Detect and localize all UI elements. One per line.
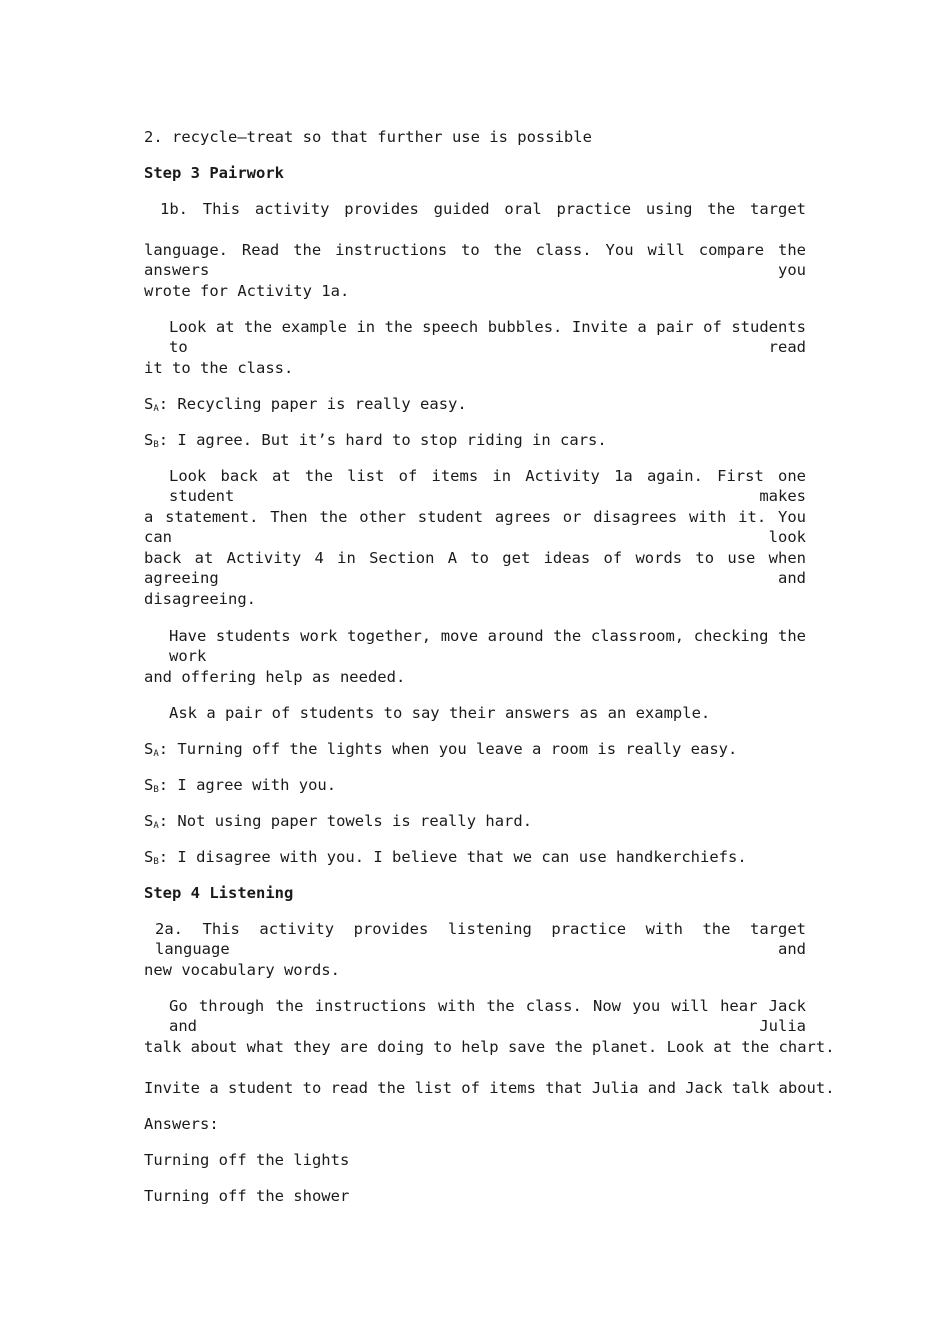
dialogue-line — [144, 430, 806, 455]
lookback-line: Look back at the list of items in Activity 1a again. First one student makes — [169, 467, 806, 505]
example-intro-line: Look at the example in the speech bubbles. Invite a pair of students to read — [169, 318, 806, 356]
step3-intro-line: language. Read the instructions to the class. You will compare the answers you — [144, 241, 806, 279]
answers-label: Answers: — [144, 1115, 219, 1133]
dialogue-text: : I agree. But it’s hard to stop riding in cars. — [158, 431, 607, 449]
speaker-label: S — [144, 812, 154, 830]
step3-intro-line: wrote for Activity 1a. — [144, 282, 350, 300]
step4-heading: Step 4 Listening — [144, 884, 294, 902]
dialogue-text: : I agree with you. — [158, 776, 337, 794]
dialogue-text: : I disagree with you. I believe that we can use handkerchiefs. — [158, 848, 747, 866]
speaker-subscript: B — [153, 785, 159, 795]
dialogue-text: : Recycling paper is really easy. — [158, 395, 467, 413]
work-line: Have students work together, move around the classroom, checking the work — [169, 627, 806, 665]
step3-heading: Step 3 Pairwork — [144, 164, 284, 182]
dialogue-text: : Turning off the lights when you leave a room is really easy. — [158, 740, 738, 758]
dialogue-line — [144, 775, 806, 800]
step4-intro-line: 2a. This activity provides listening practice with the target language and — [155, 920, 806, 958]
dialogue-line — [144, 739, 806, 764]
speaker-subscript: A — [153, 404, 159, 414]
dialogue-text: : Not using paper towels is really hard. — [158, 812, 533, 830]
speaker-label: S — [144, 740, 154, 758]
answer-item: Turning off the shower — [144, 1187, 350, 1205]
speaker-subscript: B — [153, 857, 159, 867]
dialogue-line — [144, 811, 806, 836]
speaker-label: S — [144, 431, 154, 449]
speaker-subscript: B — [153, 440, 159, 450]
instructions-line: Invite a student to read the list of items that Julia and Jack talk about. — [144, 1079, 835, 1097]
example-intro-line: it to the class. — [144, 359, 294, 377]
answer-item: Turning off the lights — [144, 1151, 350, 1169]
step3-intro-line: 1b. This activity provides guided oral practice using the target — [160, 200, 806, 218]
instructions-line: talk about what they are doing to help save the planet. Look at the chart. — [144, 1038, 835, 1056]
step4-intro-line: new vocabulary words. — [144, 961, 340, 979]
work-line: and offering help as needed. — [144, 668, 406, 686]
lookback-line: disagreeing. — [144, 590, 256, 608]
speaker-label: S — [144, 776, 154, 794]
instructions-line: Go through the instructions with the class. Now you will hear Jack and Julia — [169, 997, 806, 1035]
speaker-subscript: A — [153, 749, 159, 759]
dialogue-line — [144, 394, 806, 419]
definition-recycle: 2. recycle—treat so that further use is possible — [144, 128, 592, 146]
speaker-subscript: A — [153, 821, 159, 831]
lookback-line: back at Activity 4 in Section A to get ideas of words to use when agreeing and — [144, 549, 806, 587]
ask-line: Ask a pair of students to say their answers as an example. — [169, 704, 711, 722]
speaker-label: S — [144, 848, 154, 866]
lookback-line: a statement. Then the other student agrees or disagrees with it. You can look — [144, 508, 806, 546]
speaker-label: S — [144, 395, 154, 413]
dialogue-line — [144, 847, 806, 872]
